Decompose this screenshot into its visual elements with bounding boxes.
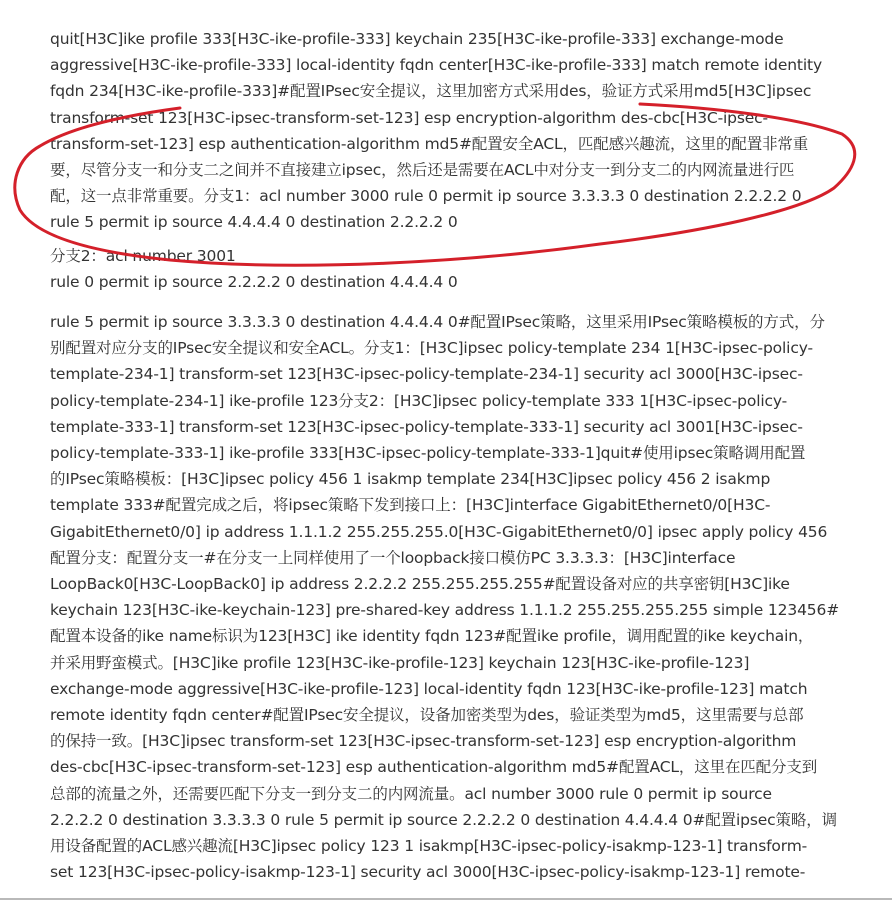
text-line: quit[H3C]ike profile 333[H3C-ike-profile-333] keychain 235[H3C-ike-profile-333] exchange-mode	[50, 30, 784, 48]
text-line: 用设备配置的ACL感兴趣流[H3C]ipsec policy 123 1 isakmp[H3C-ipsec-policy-isakmp-123-1] transform-	[50, 837, 808, 856]
text-line: rule 0 permit ip source 2.2.2.2 0 destination 4.4.4.4 0	[50, 272, 458, 291]
text-line: template-234-1] transform-set 123[H3C-ipsec-policy-template-234-1] security acl 3000[H3C-ipsec-	[50, 365, 803, 384]
text-line: 的IPsec策略模板：[H3C]ipsec policy 456 1 isakmp template 234[H3C]ipsec policy 456 2 isakmp	[50, 470, 771, 489]
text-line: 并采用野蛮模式。[H3C]ike profile 123[H3C-ike-profile-123] keychain 123[H3C-ike-profile-123]	[50, 653, 750, 672]
text-line: remote identity fqdn center#配置IPsec安全提议，设备加密类型为des，验证类型为md5，这里需要与总部	[50, 706, 804, 725]
text-line: 2.2.2.2 0 destination 3.3.3.3 0 rule 5 permit ip source 2.2.2.2 0 destination 4.4.4.4 0#配置ipsec策略，调	[50, 810, 837, 829]
page-bottom-divider	[0, 898, 892, 900]
text-line: LoopBack0[H3C-LoopBack0] ip address 2.2.2.2 255.255.255.255#配置设备对应的共享密钥[H3C]ike	[50, 575, 790, 594]
paragraph-2	[50, 243, 840, 295]
text-line: 分支2：acl number 3001	[50, 246, 236, 265]
text-line: transform-set 123[H3C-ipsec-transform-set-123] esp encryption-algorithm des-cbc[H3C-ipsec-	[50, 108, 768, 127]
text-line: 配，这一点非常重要。分支1：acl number 3000 rule 0 permit ip source 3.3.3.3 0 destination 2.2.2.2 0	[50, 187, 802, 206]
text-line: template 333#配置完成之后，将ipsec策略下发到接口上：[H3C]interface GigabitEthernet0/0[H3C-	[50, 496, 771, 515]
text-line: rule 5 permit ip source 4.4.4.4 0 destination 2.2.2.2 0	[50, 213, 458, 232]
text-line: des-cbc[H3C-ipsec-transform-set-123] esp authentication-algorithm md5#配置ACL，这里在匹配分支到	[50, 758, 818, 777]
text-line: policy-template-234-1] ike-profile 123分支2：[H3C]ipsec policy-template 333 1[H3C-ipsec-policy-	[50, 391, 788, 410]
text-line: rule 5 permit ip source 3.3.3.3 0 destination 4.4.4.4 0#配置IPsec策略，这里采用IPsec策略模板的方式，分	[50, 313, 825, 332]
text-line: GigabitEthernet0/0] ip address 1.1.1.2 255.255.255.0[H3C-GigabitEthernet0/0] ipsec apply policy 456	[50, 522, 828, 541]
text-line: 配置本设备的ike name标识为123[H3C] ike identity fqdn 123#配置ike profile，调用配置的ike keychain，	[50, 627, 814, 646]
text-line: 别配置对应分支的IPsec安全提议和安全ACL。分支1：[H3C]ipsec policy-template 234 1[H3C-ipsec-policy-	[50, 339, 813, 358]
text-line: 配置分支：配置分支一#在分支一上同样使用了一个loopback接口模仿PC 3.3.3.3：[H3C]interface	[50, 548, 736, 567]
text-line: set 123[H3C-ipsec-policy-isakmp-123-1] security acl 3000[H3C-ipsec-policy-isakmp-123-1] remote-	[50, 863, 806, 882]
text-line: aggressive[H3C-ike-profile-333] local-identity fqdn center[H3C-ike-profile-333] match remote identity	[50, 56, 822, 75]
text-line: keychain 123[H3C-ike-keychain-123] pre-shared-key address 1.1.1.2 255.255.255.255 simple 123456#	[50, 601, 840, 620]
text-line: policy-template-333-1] ike-profile 333[H3C-ipsec-policy-template-333-1]quit#使用ipsec策略调用配置	[50, 444, 806, 463]
text-line: template-333-1] transform-set 123[H3C-ipsec-policy-template-333-1] security acl 3001[H3C-ipsec-	[50, 417, 803, 436]
text-line: 要，尽管分支一和分支二之间并不直接建立ipsec，然后还是需要在ACL中对分支一到分支二的内网流量进行匹	[50, 161, 795, 180]
text-line: transform-set-123] esp authentication-algorithm md5#配置安全ACL，匹配感兴趣流，这里的配置非常重	[50, 134, 809, 153]
text-line: fqdn 234[H3C-ike-profile-333]#配置IPsec安全提议，这里加密方式采用des，验证方式采用md5[H3C]ipsec	[50, 82, 812, 101]
text-line: 总部的流量之外，还需要匹配下分支一到分支二的内网流量。acl number 3000 rule 0 permit ip source	[50, 784, 772, 803]
text-line: 的保持一致。[H3C]ipsec transform-set 123[H3C-ipsec-transform-set-123] esp encryption-algorithm	[50, 732, 797, 751]
paragraph-1	[50, 26, 840, 236]
text-line: exchange-mode aggressive[H3C-ike-profile-123] local-identity fqdn 123[H3C-ike-profile-123] match	[50, 679, 808, 698]
paragraph-3	[50, 309, 840, 885]
document-body	[50, 26, 840, 886]
